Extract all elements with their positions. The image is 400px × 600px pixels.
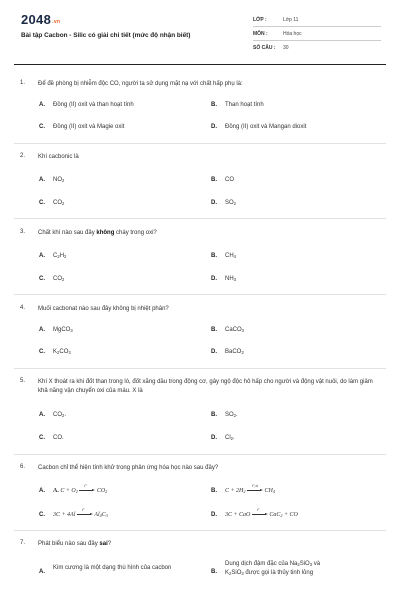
question-text: Chất khí nào sau đây không cháy trong oxi? [38,230,157,236]
question-text: Khí X thoát ra khi đốt than trong lò, đốt xăng dầu trong động cơ, gây ngộ độc hô hấp cho người và động vật nuôi, do làm giảm khả năng vận chuyển oxi của máu. X là [38,379,373,394]
site-logo[interactable]: 2048.vn [21,12,61,27]
question-text: Khí cacbonic là [38,154,79,160]
page: 2048.vn Bài tập Cacbon - Silic có giải chi tiết (mức độ nhận biết) LỚP : Lớp 11 MÔN : Hóa học SỐ CÂU : 30 1. Để đề phòng bị nhiễm độc CO, người ta sử dụng mặt nạ với chất hấp phụ là: A. Đồng (II) oxit và than hoạt tính B. Than hoạt tính C. Đồng (II) oxit và Magie oxit D. Đồng (II) oxit và Mangan dioxit 2. Khí cacbonic là A. $NO_2$ B. CO C. $CO_2$ D. $SO_2$ 3. Chất khí nào sau đây không cháy trong oxi? A. $C_2H_2$ B. $CH_4$ C. $CO_2$ D. $NH_3$ 4. Muối cacbonat nào sau đây không bị nhiệt phân? A. MgCO$_3$ B. CaCO$_3$ C. $K_2CO_3$ D. BaCO$_3$ 5. Khí X thoát ra khi đốt than trong lò, đốt xăng dầu trong động cơ, gây ngộ độc hô hấp cho người và động vật nuôi, do làm giảm khả năng vận chuyển oxi của máu. X là A. $CO_2$. B. $SO_2$. C. CO. D. $Cl_2$. 6. Cacbon chỉ thể hiện tính khử trong phản ứng hóa học nào sau đây? A. A. $C + O_2$ t° $CO_2$ B. $C + 2H_2$ t°,xt $CH_4$ C. 3C + 4Al t° $Al_4C_3$ D. 3C + CaO t° CaC$_2$ + CO 7. Phát biểu nào sau đây sai? A. Kim cương là một dạng thù hình của cacbon B. Dung dịch đậm đặc của $Na_2SiO_3$ và $K_2SiO_3$ được gọi là thủy tinh lỏng [0,0,400,600]
question-text: Để đề phòng bị nhiễm độc CO, người ta sử dụng mặt nạ với chất hấp phụ là: [38,81,243,87]
reaction-arrow-icon: t° [79,488,95,493]
reaction-arrow-icon: t° [252,512,268,517]
question-text: Cacbon chỉ thể hiện tính khử trong phản ứng hóa học nào sau đây? [38,465,219,471]
reaction-arrow-icon: t° [77,512,93,517]
reaction-arrow-icon: t°,xt [247,488,263,493]
document-title: Bài tập Cacbon - Silic có giải chi tiết (mức độ nhận biết) [21,32,191,39]
document-header: 2048.vn Bài tập Cacbon - Silic có giải chi tiết (mức độ nhận biết) LỚP : Lớp 11 MÔN : Hóa học SỐ CÂU : 30 [0,0,400,62]
question-text: Muối cacbonat nào sau đây không bị nhiệt phân? [38,306,169,312]
question-text: Phát biểu nào sau đây sai? [38,541,112,547]
